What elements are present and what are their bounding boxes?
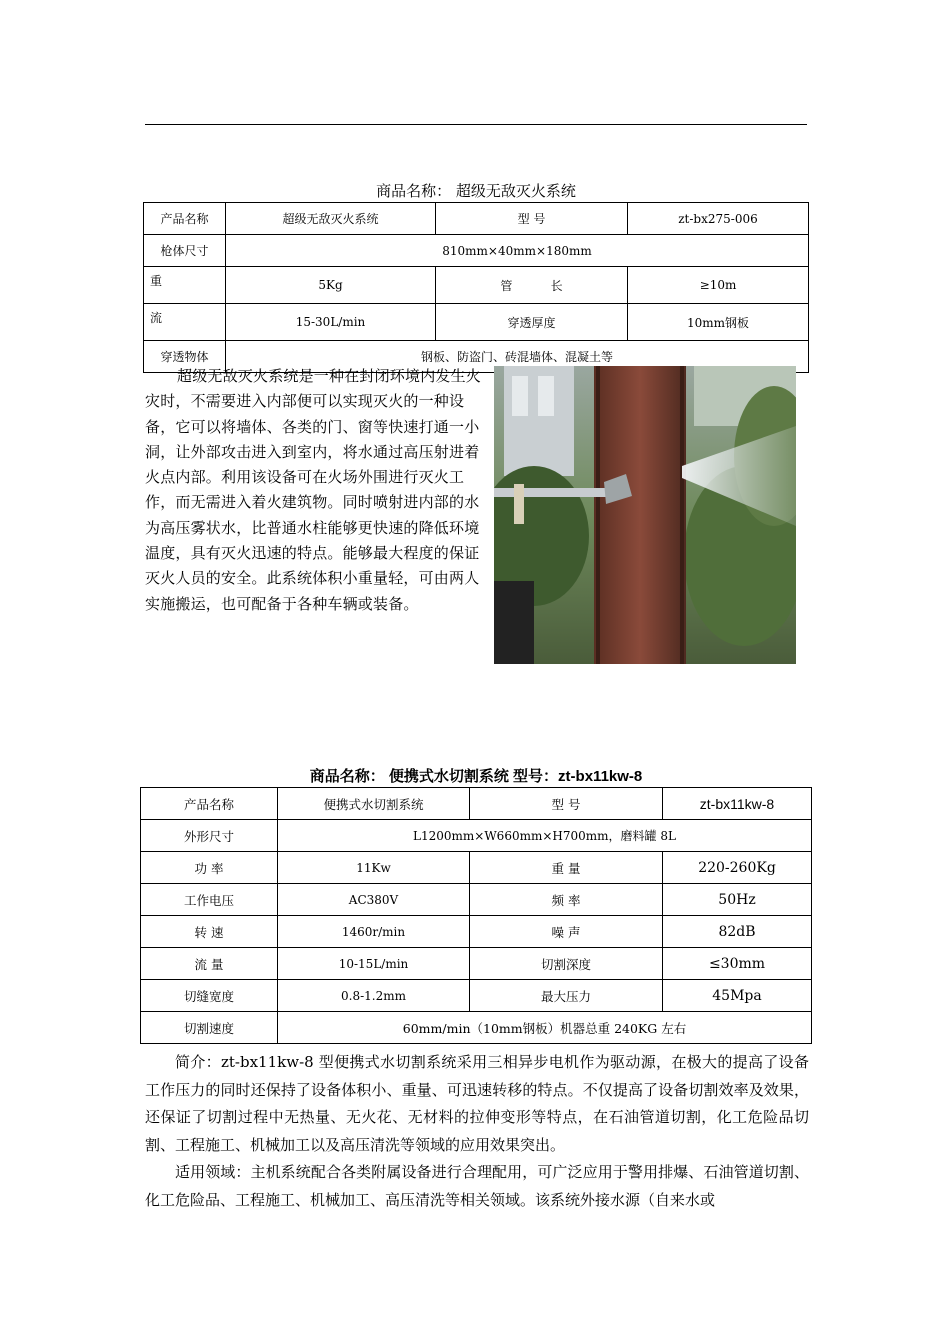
cell: 穿透物体 <box>144 341 226 373</box>
table-row <box>141 788 812 820</box>
cell: 工作电压 <box>141 884 278 916</box>
cell: 型 号 <box>470 788 663 820</box>
product2-heading: 商品名称： 便携式水切割系统 型号：zt-bx11kw-8 <box>309 768 643 785</box>
product1-photo <box>494 366 796 664</box>
table-row <box>141 916 812 948</box>
cell: 最大压力 <box>470 980 663 1012</box>
product1-spec-table <box>143 202 809 373</box>
cell: 810mm×40mm×180mm <box>226 235 809 267</box>
header-rule <box>145 124 807 125</box>
table-row <box>141 852 812 884</box>
table-row <box>141 1012 812 1044</box>
cell: 流 <box>144 304 226 341</box>
cell: 产品名称 <box>144 203 226 235</box>
cell: 产品名称 <box>141 788 278 820</box>
cell: 重 <box>144 267 226 304</box>
cell: L1200mm×W660mm×H700mm，磨料罐 8L <box>278 820 812 852</box>
table-row <box>141 884 812 916</box>
cell: AC380V <box>278 884 470 916</box>
cell: 枪体尺寸 <box>144 235 226 267</box>
cell: 重 量 <box>470 852 663 884</box>
usage-paragraph: 适用领域：主机系统配合各类附属设备进行合理配用，可广泛应用于警用排爆、石油管道切割、化工危险品、工程施工、机械加工、高压清洗等相关领域。该系统外接水源（自来水或 <box>145 1163 809 1209</box>
cell: zt-bx11kw-8 <box>663 788 812 820</box>
cell: 频 率 <box>470 884 663 916</box>
cell: 超级无敌灭火系统 <box>226 203 436 235</box>
product1-description <box>145 364 493 617</box>
cell: 切缝宽度 <box>141 980 278 1012</box>
intro-paragraph: 简介：zt-bx11kw-8 型便携式水切割系统采用三相异步电机作为驱动源，在极大的提高了设备工作压力的同时还保持了设备体积小、重量、可迅速转移的特点。不仅提高了设备切割效率及效果，还保证了切割过程中无热量、无火花、无材料的拉伸变形等特点，在石油管道切割，化工危险品切割、工程施工、机械加工以及高压清洗等领域的应用效果突出。 <box>145 1053 809 1154</box>
cell: 10-15L/min <box>278 948 470 980</box>
cell: 流 量 <box>141 948 278 980</box>
description-text: 超级无敌灭火系统是一种在封闭环境内发生火灾时，不需要进入内部便可以实现灭火的一种设备，它可以将墙体、各类的门、窗等快速打通一小洞，让外部攻击进入到室内，将水通过高压射进着火点内部。利用该设备可在火场外围进行灭火工作，而无需进入着火建筑物。同时喷射进内部的水为高压雾状水，比普通水柱能够更快速的降低环境温度，具有灭火迅速的特点。能够最大程度的保证灭火人员的安全。此系统体积小重量轻，可由两人实施搬运，也可配备于各种车辆或装备。 <box>145 367 482 613</box>
table-row <box>144 304 809 341</box>
product1-heading: 商品名称： 超级无敌灭火系统 <box>376 182 576 200</box>
cell: 便携式水切割系统 <box>278 788 470 820</box>
cell: 外形尺寸 <box>141 820 278 852</box>
cell: 功 率 <box>141 852 278 884</box>
cell: 220-260Kg <box>663 852 812 884</box>
table-row <box>141 820 812 852</box>
table-row <box>144 267 809 304</box>
cell: 0.8-1.2mm <box>278 980 470 1012</box>
cell: 管 长 <box>436 267 628 304</box>
cell: 型 号 <box>436 203 628 235</box>
cell: 穿透厚度 <box>436 304 628 341</box>
cell: 1460r/min <box>278 916 470 948</box>
table-row <box>141 948 812 980</box>
table-row <box>141 980 812 1012</box>
cell: 45Mpa <box>663 980 812 1012</box>
cell: 切割速度 <box>141 1012 278 1044</box>
table-row <box>144 203 809 235</box>
cell: 11Kw <box>278 852 470 884</box>
product2-body <box>145 1049 809 1214</box>
table-row <box>144 235 809 267</box>
cell: 5Kg <box>226 267 436 304</box>
cell: ≤30mm <box>663 948 812 980</box>
cell: ≥10m <box>628 267 809 304</box>
product2-spec-table <box>140 787 812 1044</box>
cell: 15-30L/min <box>226 304 436 341</box>
cell: 噪 声 <box>470 916 663 948</box>
cell: 60mm/min（10mm钢板）机器总重 240KG 左右 <box>278 1012 812 1044</box>
cell: 切割深度 <box>470 948 663 980</box>
cell: 钢板、防盗门、砖混墙体、混凝土等 <box>226 341 809 373</box>
cell: 82dB <box>663 916 812 948</box>
cell: 转 速 <box>141 916 278 948</box>
cell: 50Hz <box>663 884 812 916</box>
cell: 10mm钢板 <box>628 304 809 341</box>
water-jet-photo-illustration <box>494 366 796 664</box>
cell: zt-bx275-006 <box>628 203 809 235</box>
